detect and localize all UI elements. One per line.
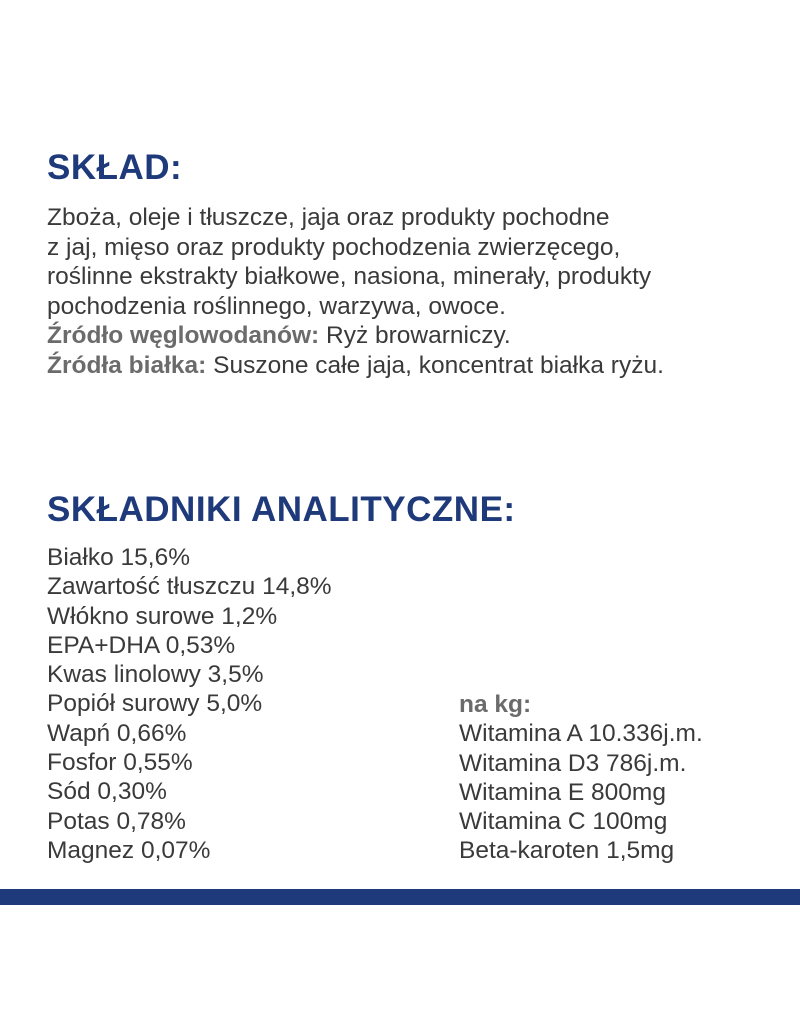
constituent-item: Sód 0,30% [47,778,167,806]
vitamin-item: Beta-karoten 1,5mg [459,837,675,865]
constituent-item: Wapń 0,66% [47,719,187,747]
constituent-item: EPA+DHA 0,53% [47,631,236,659]
vitamin-item: Witamina E 800mg [459,778,666,806]
constituent-item: Białko 15,6% [47,544,191,571]
vitamin-item: Witamina D3 786j.m. [459,749,687,777]
vitamin-item: Witamina C 100mg [459,808,668,836]
carb-source-value: Ryż browarniczy. [319,322,511,349]
bottom-divider-band [0,889,800,905]
carb-source-line [47,321,787,351]
analytic-heading: SKŁADNIKI ANALITYCZNE: [47,490,516,529]
constituent-item: Magnez 0,07% [47,836,211,864]
protein-source-value: Suszone całe jaja, koncentrat białka ryżu. [206,351,664,379]
composition-line: roślinne ekstrakty białkowe, nasiona, minerały, produkty [47,263,652,290]
analytic-constituents-list [47,543,427,865]
composition-line: z jaj, mięso oraz produkty pochodzenia zwierzęcego, [47,233,621,261]
constituent-item: Fosfor 0,55% [47,749,193,777]
constituent-item: Zawartość tłuszczu 14,8% [47,573,332,601]
carb-source-label: Źródło węglowodanów: [47,322,320,349]
constituent-item: Włókno surowe 1,2% [47,602,278,630]
composition-text [47,203,787,380]
protein-source-line [47,351,787,381]
composition-heading: SKŁAD: [47,148,183,187]
vitamins-list [459,690,789,866]
protein-source-label: Źródła białka: [47,351,207,379]
constituent-item: Potas 0,78% [47,807,186,835]
constituent-item: Popiół surowy 5,0% [47,690,263,718]
composition-line: pochodzenia roślinnego, warzywa, owoce. [47,292,506,320]
composition-line: Zboża, oleje i tłuszcze, jaja oraz produkty pochodne [47,204,610,231]
per-kg-label: na kg: [459,691,532,718]
constituent-item: Kwas linolowy 3,5% [47,661,264,689]
vitamin-item: Witamina A 10.336j.m. [459,720,703,748]
